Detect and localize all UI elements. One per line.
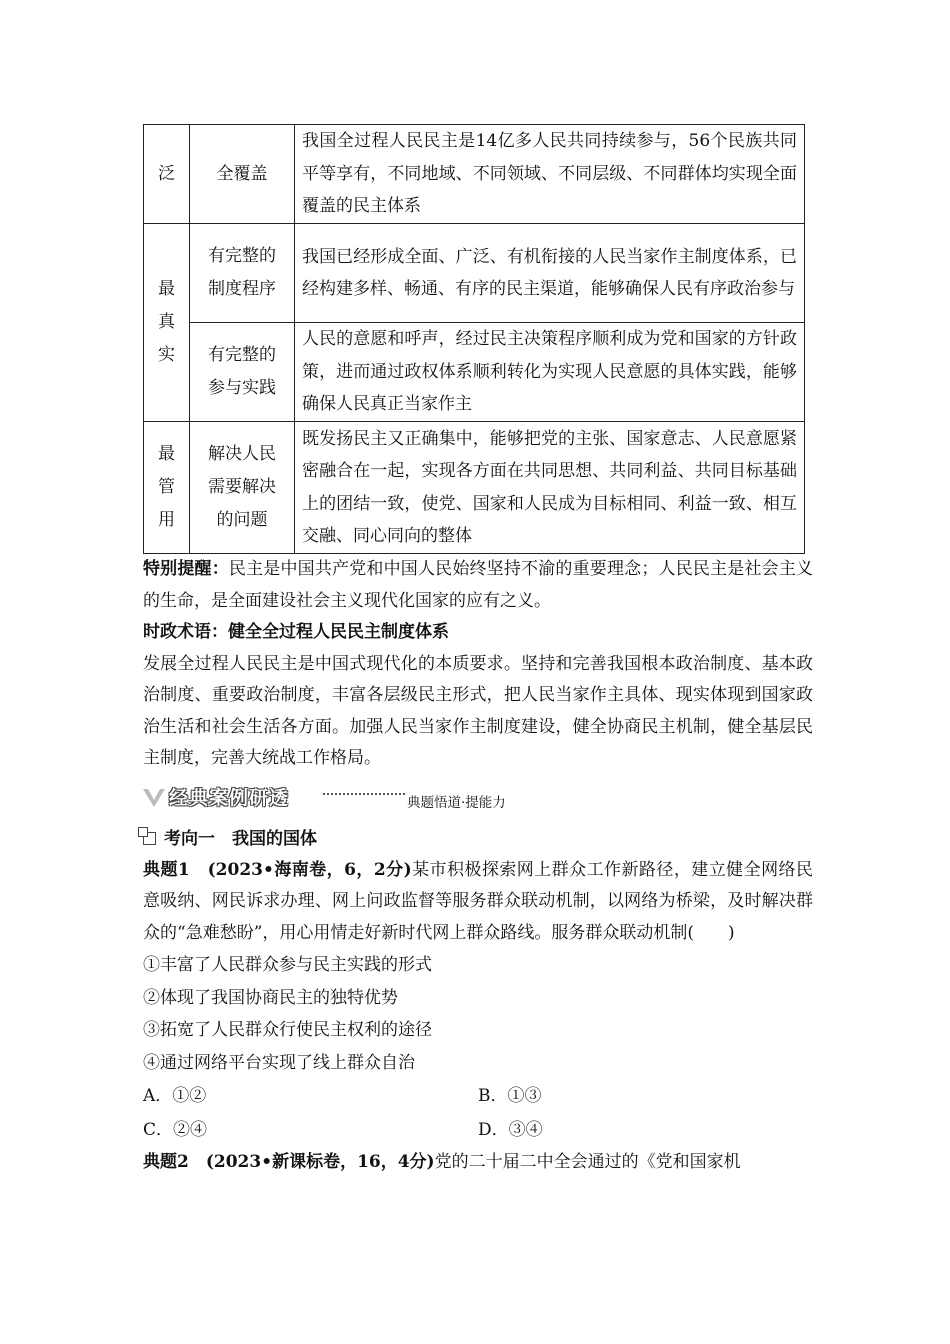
section-banner bbox=[143, 781, 813, 821]
option-c[interactable]: C．②④ bbox=[143, 1120, 208, 1140]
table-row bbox=[144, 422, 805, 554]
list-item: ①丰富了人民群众参与民主实践的形式 bbox=[143, 955, 432, 975]
special-tip: 特别提醒：民主是中国共产党和中国人民始终坚持不渝的重要理念；人民民主是社会主义的生命，是全面建设社会主义现代化国家的应有之义。 bbox=[143, 559, 813, 611]
table-row bbox=[144, 224, 805, 323]
subcategory-cell: 有完整的 制度程序 bbox=[190, 224, 295, 323]
subcategory-cell: 全覆盖 bbox=[190, 125, 295, 224]
list-item: ③拓宽了人民群众行使民主权利的途径 bbox=[143, 1020, 432, 1040]
category-cell: 泛 bbox=[144, 125, 190, 224]
list-item: ②体现了我国协商民主的独特优势 bbox=[143, 987, 398, 1008]
category-cell: 最 管 用 bbox=[144, 422, 190, 554]
banner-subtitle: 典题悟道·提能力 bbox=[407, 794, 506, 811]
options-row bbox=[143, 1113, 813, 1147]
square-icon bbox=[143, 832, 156, 845]
democracy-table bbox=[143, 124, 805, 554]
banner-title: 经典案例研透 bbox=[169, 786, 290, 809]
term-title: 时政术语：健全全过程人民民主制度体系 bbox=[143, 622, 449, 642]
category-cell: 最 真 实 bbox=[144, 224, 190, 422]
table-row bbox=[144, 125, 805, 224]
subcategory-cell: 有完整的 参与实践 bbox=[190, 323, 295, 422]
document-page bbox=[143, 124, 813, 1179]
description-cell: 既发扬民主又正确集中，能够把党的主张、国家意志、人民意愿紧密融合在一起，实现各方面在共同思想、共同利益、共同目标基础上的团结一致，使党、国家和人民成为目标相同、利益一致、相互交融、同心同向的整体 bbox=[295, 422, 805, 554]
list-item: ④通过网络平台实现了线上群众自治 bbox=[143, 1052, 415, 1073]
description-cell: 我国已经形成全面、广泛、有机衔接的人民当家作主制度体系，已经构建多样、畅通、有序的民主渠道，能够确保人民有序政治参与 bbox=[295, 224, 805, 323]
question-2: 典题2 (2023•新课标卷，16，4分)党的二十届二中全会通过的《党和国家机 bbox=[143, 1152, 741, 1172]
section-heading: 考向一 我国的国体 bbox=[143, 823, 813, 855]
term-text: 发展全过程人民民主是中国式现代化的本质要求。坚持和完善我国根本政治制度、基本政治制度、重要政治制度，丰富各层级民主形式，把人民当家作主具体、现实体现到国家政治生活和社会生活各方面。加强人民当家作主制度建设，健全协商民主机制，健全基层民主制度，完善大统战工作格局。 bbox=[143, 653, 813, 768]
option-a[interactable]: A．①② bbox=[143, 1086, 207, 1106]
option-d[interactable]: D．③④ bbox=[478, 1120, 543, 1140]
option-b[interactable]: B．①③ bbox=[478, 1086, 542, 1106]
question-1: 典题1 (2023•海南卷，6，2分)某市积极探索网上群众工作新路径，建立健全网络民意吸纳、网民诉求办理、网上问政监督等服务群众联动机制，以网络为桥梁，及时解决群众的“急难愁盼”，用心用情走好新时代网上群众路线。服务群众联动机制( ) bbox=[143, 859, 813, 943]
description-cell: 我国全过程人民民主是14亿多人民共同持续参与，56个民族共同平等享有，不同地域、不同领域、不同层级、不同群体均实现全面覆盖的民主体系 bbox=[295, 125, 805, 224]
options-row bbox=[143, 1079, 813, 1113]
subcategory-cell: 解决人民 需要解决 的问题 bbox=[190, 422, 295, 554]
table-row bbox=[144, 323, 805, 422]
description-cell: 人民的意愿和呼声，经过民主决策程序顺利成为党和国家的方针政策，进而通过政权体系顺利转化为实现人民意愿的具体实践，能够确保人民真正当家作主 bbox=[295, 323, 805, 422]
